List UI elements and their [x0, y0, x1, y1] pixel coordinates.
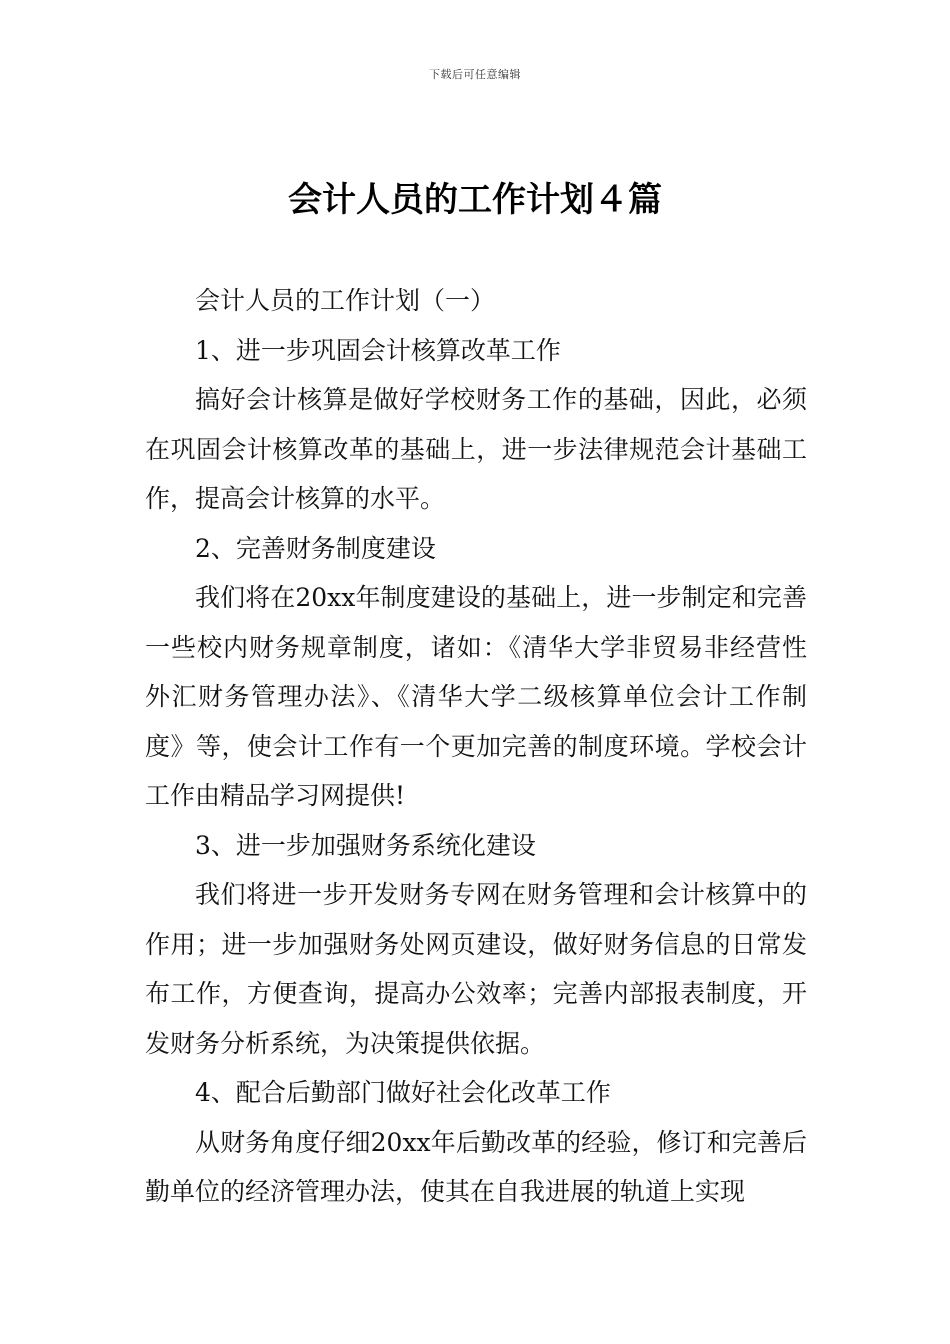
- body-paragraph: 我们将在20xx年制度建设的基础上，进一步制定和完善一些校内财务规章制度，诸如：《清华大学非贸易非经营性外汇财务管理办法》、《清华大学二级核算单位会计工作制度》等，使会计工作有一个更加完善的制度环境。学校会计工作由精品学习网提供!: [145, 583, 807, 810]
- body-paragraph: 搞好会计核算是做好学校财务工作的基础，因此，必须在巩固会计核算改革的基础上，进一步法律规范会计基础工作，提高会计核算的水平。: [145, 385, 807, 513]
- item-heading: 4、配合后勤部门做好社会化改革工作: [195, 1078, 611, 1107]
- body-paragraph: 从财务角度仔细20xx年后勤改革的经验，修订和完善后勤单位的经济管理办法，使其在自我进展的轨道上实现: [145, 1127, 807, 1206]
- document-body: [145, 276, 807, 1217]
- document-title: 会计人员的工作计划４篇: [288, 180, 662, 220]
- body-paragraph: 我们将进一步开发财务专网在财务管理和会计核算中的作用；进一步加强财务处网页建设，做好财务信息的日常发布工作，方便查询，提高办公效率；完善内部报表制度，开发财务分析系统，为决策提供依据。: [145, 880, 807, 1058]
- item-heading: 2、完善财务制度建设: [195, 533, 436, 563]
- item-heading: 3、进一步加强财务系统化建设: [195, 830, 536, 860]
- item-heading: 1、进一步巩固会计核算改革工作: [195, 335, 561, 365]
- section-heading: 会计人员的工作计划（一）: [195, 286, 496, 315]
- header-note: 下载后可任意编辑: [429, 68, 521, 81]
